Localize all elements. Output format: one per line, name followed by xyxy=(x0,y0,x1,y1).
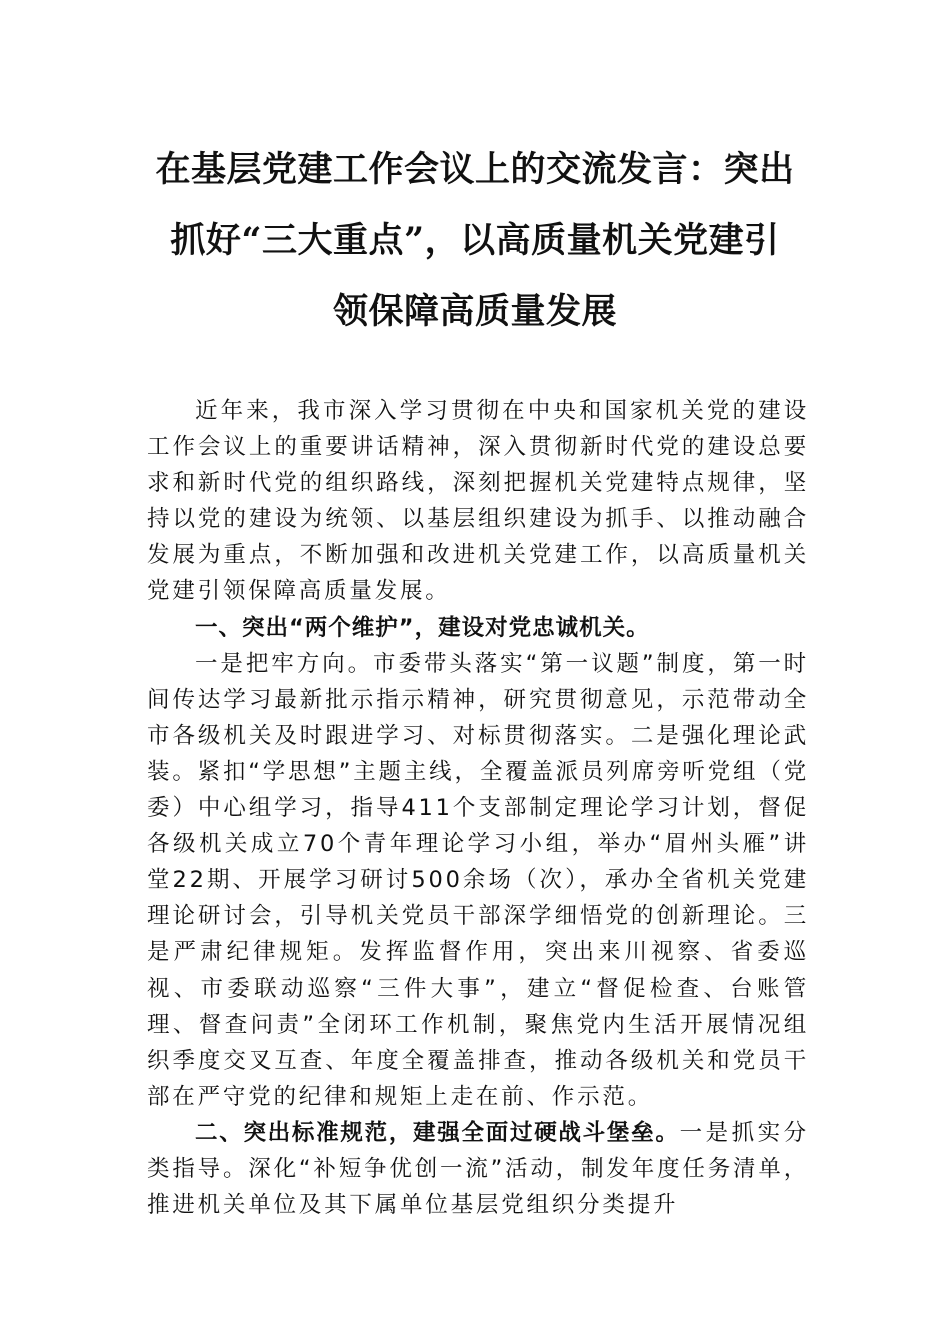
document-body xyxy=(147,393,809,1223)
title-line-1: 在基层党建工作会议上的交流发言：突出 xyxy=(155,149,795,190)
intro-paragraph: 近年来，我市深入学习贯彻在中央和国家机关党的建设工作会议上的重要讲话精神，深入贯彻新时代党的建设总要求和新时代党的组织路线，深刻把握机关党建特点规律，坚持以党的建设为统领、以基层组织建设为抓手、以推动融合发展为重点，不断加强和改进机关党建工作，以高质量机关党建引领保障高质量发展。 xyxy=(147,398,809,605)
section-heading-2: 二、突出标准规范，建强全面过硬战斗堡垒。 xyxy=(195,1119,680,1146)
section-2-paragraph xyxy=(147,1115,809,1223)
document-title xyxy=(150,149,800,365)
title-line-3: 领保障高质量发展 xyxy=(332,291,617,332)
section-heading-1: 一、突出“两个维护”，建设对党忠诚机关。 xyxy=(195,614,650,641)
section-1-paragraph: 一是把牢方向。市委带头落实“第一议题”制度，第一时间传达学习最新批示指示精神，研究贯彻意见，示范带动全市各级机关及时跟进学习、对标贯彻落实。二是强化理论武装。紧扣“学思想”主题主线，全覆盖派员列席旁听党组（党委）中心组学习，指导411个支部制定理论学习计划，督促各级机关成立70个青年理论学习小组，举办“眉州头雁”讲堂22期、开展学习研讨500余场（次），承办全省机关党建理论研讨会，引导机关党员干部深学细悟党的创新理论。三是严肃纪律规矩。发挥监督作用，突出来川视察、省委巡视、市委联动巡察“三件大事”，建立“督促检查、台账管理、督查问责”全闭环工作机制，聚焦党内生活开展情况组织季度交叉互查、年度全覆盖排查，推动各级机关和党员干部在严守党的纪律和规矩上走在前、作示范。 xyxy=(147,650,809,1110)
section-2-text: 一是抓实分类指导。深化“补短争优创一流”活动，制发年度任务清单，推进机关单位及其下属单位基层党组织分类提升 xyxy=(147,1119,809,1219)
title-line-2: 抓好“三大重点”，以高质量机关党建引 xyxy=(170,220,780,261)
